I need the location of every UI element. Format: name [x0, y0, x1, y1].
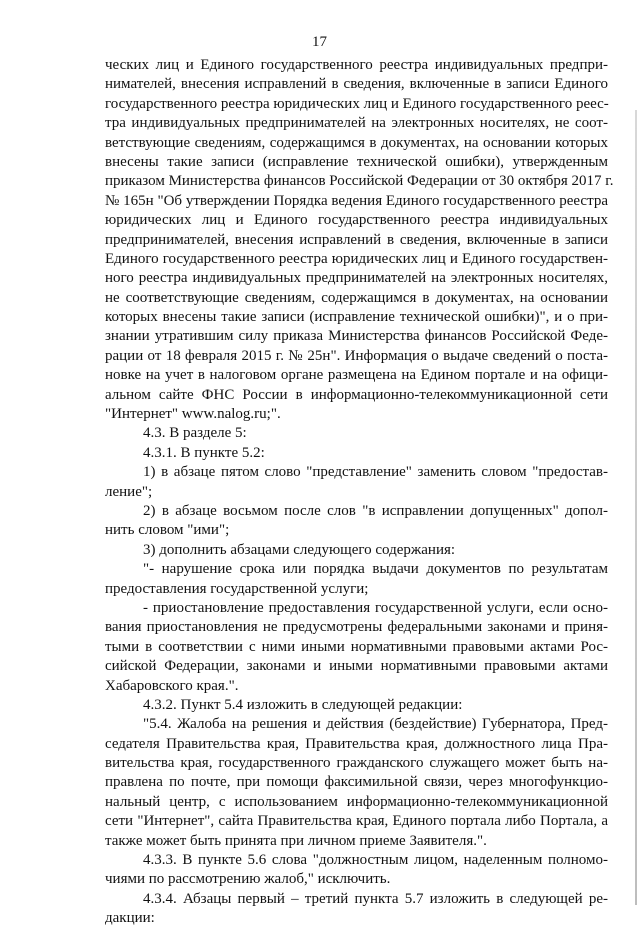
text-line: которых внесены такие записи (исправление технической ошибки)", и о при-	[105, 309, 608, 326]
text-line: Единого государственного реестра юридических лиц и Единого государствен-	[105, 250, 608, 267]
text-line: знании утратившим силу приказа Министерства финансов Российской Феде-	[105, 328, 608, 345]
text-line: "Интернет" www.nalog.ru;".	[105, 406, 281, 423]
text-line: ветствующие сведениям, содержащимся в документах, на основании которых	[105, 134, 608, 151]
text-line: 1) в абзаце пятом слово "представление" заменить словом "предостав-	[143, 464, 608, 481]
text-line: "- нарушение срока или порядка выдачи документов по результатам	[143, 561, 608, 578]
scan-edge	[635, 110, 637, 905]
text-line: приказом Министерства финансов Российской Федерации от 30 октября 2017 г.	[105, 173, 614, 190]
text-line: рации от 18 февраля 2015 г. № 25н". Информация о выдаче сведений о поста-	[105, 347, 608, 364]
text-line: 2) в абзаце восьмом после слов "в исправлении допущенных" допол-	[143, 502, 608, 519]
text-line: дакции:	[105, 910, 155, 927]
text-line: новке на учет в налоговом органе размещена на Едином портале и на офици-	[105, 367, 608, 384]
document-body	[105, 56, 614, 929]
text-line: 4.3.4. Абзацы первый – третий пункта 5.7 изложить в следующей ре-	[143, 890, 608, 907]
text-line: тра индивидуальных предпринимателей на электронных носителях, не соот-	[105, 115, 608, 132]
page-number: 17	[312, 34, 327, 50]
text-line: вания приостановления не предусмотрены федеральными законами и приня-	[105, 619, 608, 636]
text-line: 3) дополнить абзацами следующего содержания:	[143, 541, 456, 558]
text-line: чиями по рассмотрению жалоб," исключить.	[105, 871, 391, 888]
text-line: Хабаровского края.".	[105, 677, 239, 694]
text-line: 4.3.2. Пункт 5.4 изложить в следующей редакции:	[143, 696, 463, 713]
text-line: 4.3.3. В пункте 5.6 слова "должностным лицом, наделенным полномо-	[143, 852, 608, 869]
text-line: альном сайте ФНС России в информационно-телекоммуникационной сети	[105, 386, 608, 403]
text-line: нальный центр, с использованием информационно-телекоммуникационной	[105, 793, 608, 810]
text-line: 4.3. В разделе 5:	[143, 425, 247, 442]
text-line: вительства края, государственного гражданского служащего может быть на-	[105, 755, 608, 772]
text-line: также может быть принята при личном приеме Заявителя.".	[105, 832, 487, 849]
text-line: юридических лиц и Единого государственного реестра индивидуальных	[105, 212, 608, 229]
text-line: тыми в соответствии с ними иными нормативными правовыми актами Рос-	[105, 638, 608, 655]
text-line: сийской Федерации, законами и иными нормативными правовыми актами	[105, 658, 608, 675]
text-line: седателя Правительства края, Правительства края, должностного лица Пра-	[105, 735, 608, 752]
text-line: предпринимателей, внесения исправлений в сведения, включенные в записи	[105, 231, 608, 248]
text-line: государственного реестра юридических лиц и Единого государственного реес-	[105, 95, 609, 112]
text-line: ческих лиц и Единого государственного реестра индивидуальных предпри-	[105, 57, 608, 73]
text-line: ного реестра индивидуальных предпринимателей на электронных носителях,	[105, 270, 608, 287]
text-line: нимателей, внесения исправлений в сведения, включенные в записи Единого	[105, 76, 608, 93]
text-line: "5.4. Жалоба на решения и действия (бездействие) Губернатора, Пред-	[143, 716, 608, 733]
text-line: 4.3.1. В пункте 5.2:	[143, 444, 265, 461]
text-line: сети "Интернет", сайта Правительства края, Единого портала либо Портала, а	[105, 813, 608, 830]
text-line: предоставления государственной услуги;	[105, 580, 369, 597]
text-line: внесены такие записи (исправление технической ошибки), утвержденным	[105, 153, 608, 170]
text-line: ление";	[105, 483, 153, 500]
text-line: правлена по почте, при помощи факсимильной связи, через многофункцио-	[105, 774, 608, 791]
text-line: нить словом "ими";	[105, 522, 230, 539]
text-line: не соответствующие сведениям, содержащимся в документах, на основании	[105, 289, 608, 306]
text-line: - приостановление предоставления государственной услуги, если осно-	[143, 599, 608, 616]
text-line: № 165н "Об утверждении Порядка ведения Единого государственного реестра	[105, 192, 608, 209]
